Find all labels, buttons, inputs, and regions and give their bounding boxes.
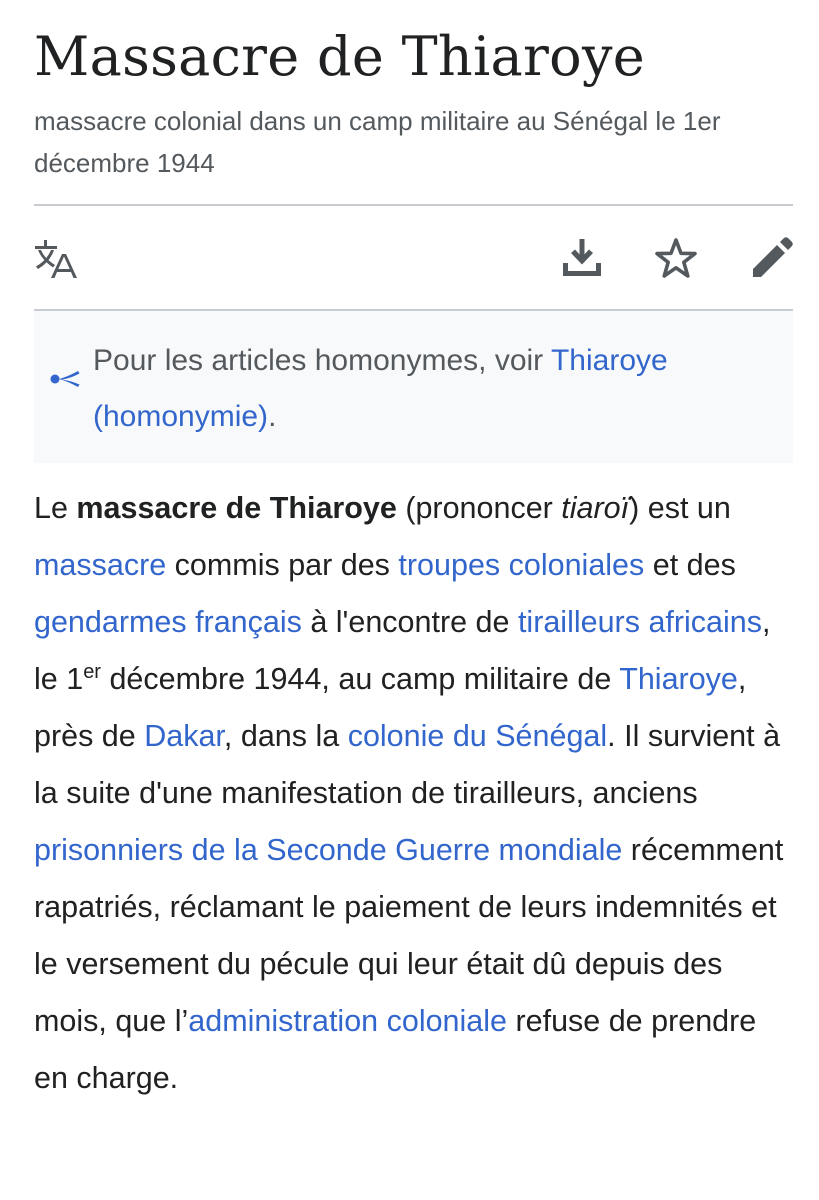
- lead-text: ) est un: [629, 491, 731, 525]
- link-colonie-du-senegal[interactable]: colonie du Sénégal: [347, 719, 608, 753]
- lead-text: récemment rapatriés, réclamant le paiement de leurs indemnités et le versement du pécule qui leur était dû depuis des mois, que l’: [34, 833, 784, 1038]
- hatnote-link-thiaroye-homonymie[interactable]: Thiaroye (homonymie): [93, 344, 668, 433]
- lead-paragraph: [34, 480, 794, 1107]
- hatnote-prefix: Pour les articles homonymes, voir: [93, 344, 551, 377]
- translate-icon[interactable]: [34, 240, 78, 285]
- link-massacre[interactable]: massacre: [34, 548, 167, 582]
- disambiguation-hatnote: [34, 311, 793, 463]
- star-icon[interactable]: [654, 236, 698, 285]
- link-gendarmes-francais[interactable]: gendarmes français: [34, 605, 302, 639]
- lead-text: et des: [644, 548, 736, 582]
- link-thiaroye[interactable]: Thiaroye: [619, 662, 738, 696]
- page-title: Massacre de Thiaroye: [34, 25, 646, 88]
- link-prisonniers-seconde-guerre-mondiale[interactable]: prisonniers de la Seconde Guerre mondiale: [34, 833, 623, 867]
- link-dakar[interactable]: Dakar: [144, 719, 224, 753]
- lead-text: (prononcer: [396, 491, 562, 525]
- lead-pronunciation: tiaroï: [561, 491, 630, 525]
- lead-text: décembre 1944, au camp militaire de: [100, 662, 620, 696]
- download-icon[interactable]: [561, 237, 603, 284]
- page-description: massacre colonial dans un camp militaire au Sénégal le 1er décembre 1944: [34, 106, 721, 178]
- ordinal-superscript: er: [83, 660, 101, 683]
- header-divider-top: [34, 204, 793, 206]
- link-administration-coloniale[interactable]: administration coloniale: [188, 1004, 507, 1038]
- pencil-icon[interactable]: [750, 236, 794, 285]
- lead-text: commis par des: [166, 548, 399, 582]
- lead-text: refuse de prendre en charge.: [34, 1004, 757, 1095]
- lead-text: , dans la: [223, 719, 348, 753]
- lead-text: , le 1: [34, 605, 771, 696]
- link-tirailleurs-africains[interactable]: tirailleurs africains: [517, 605, 763, 639]
- lead-text: . Il survient à la suite d'une manifestation de tirailleurs, anciens: [34, 719, 781, 810]
- lead-text: à l'encontre de: [301, 605, 518, 639]
- disambiguation-icon: [50, 352, 80, 408]
- link-troupes-coloniales[interactable]: troupes coloniales: [398, 548, 645, 582]
- lead-text: , près de: [34, 662, 747, 753]
- hatnote-suffix: .: [268, 400, 277, 433]
- lead-text: Le: [34, 491, 77, 525]
- lead-bold-subject: massacre de Thiaroye: [76, 491, 397, 525]
